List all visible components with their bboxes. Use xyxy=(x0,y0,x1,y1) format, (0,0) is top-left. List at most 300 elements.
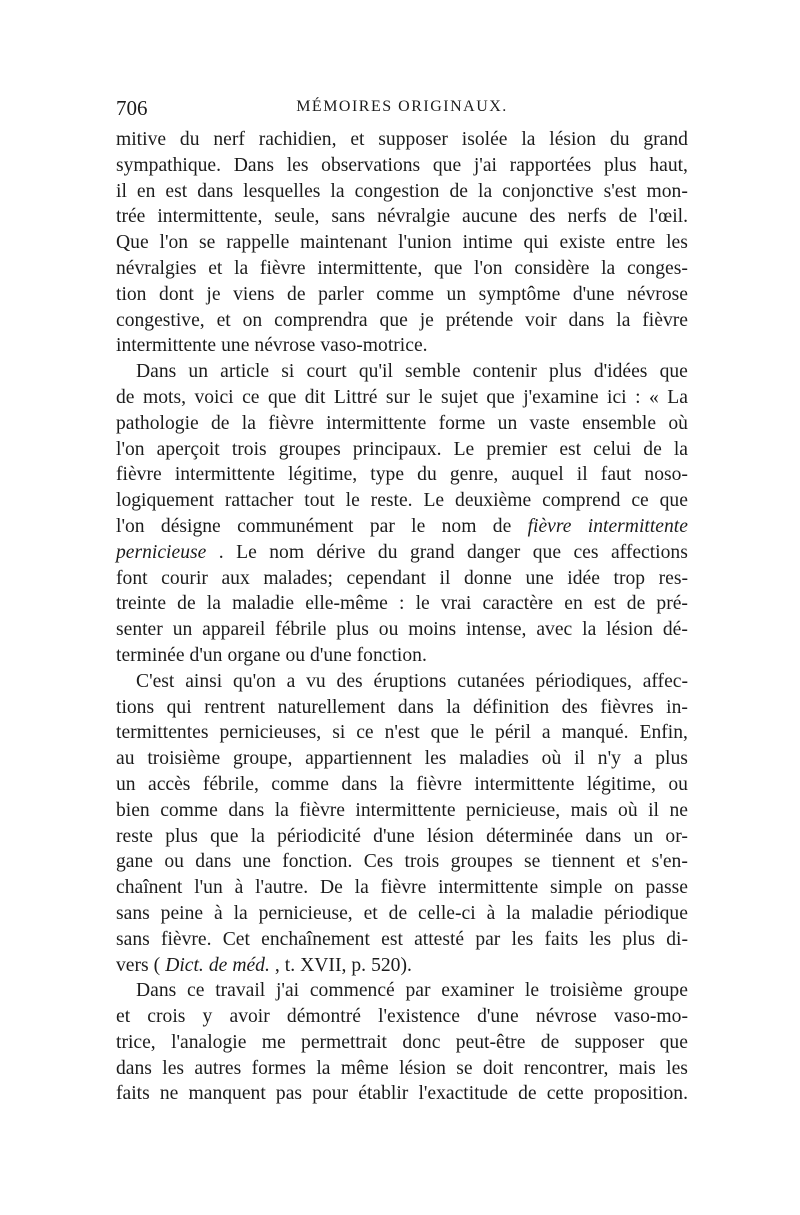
word: : xyxy=(635,386,641,408)
word: une xyxy=(242,851,271,873)
word: et xyxy=(626,851,641,873)
word: Dans xyxy=(136,980,177,1002)
word: ne xyxy=(669,799,688,821)
word: communément xyxy=(237,515,354,537)
word: à xyxy=(213,902,223,924)
word: Que xyxy=(116,232,149,254)
word: supposer xyxy=(574,1031,645,1053)
word: font xyxy=(116,567,148,589)
word: du xyxy=(179,129,200,150)
word: reste xyxy=(116,825,153,847)
word: enchaînement xyxy=(261,928,370,950)
word: j'ai xyxy=(473,154,497,176)
word: peine xyxy=(160,902,204,924)
text-line xyxy=(116,1081,688,1107)
word: d'une xyxy=(310,644,352,666)
word: tiennent xyxy=(551,851,615,873)
word: Le xyxy=(236,541,257,563)
word: Le xyxy=(423,490,445,512)
word: tion xyxy=(116,283,147,305)
text-line xyxy=(116,875,688,901)
word: mots, xyxy=(142,386,186,408)
word: organe xyxy=(227,644,281,666)
text-line xyxy=(116,437,688,463)
word: ensemble xyxy=(582,412,657,434)
word: de xyxy=(618,206,638,228)
word: groupes xyxy=(278,438,341,460)
word: nom xyxy=(441,515,477,537)
word: que xyxy=(432,154,462,176)
word: que xyxy=(532,541,562,563)
word: a xyxy=(541,722,551,744)
word: rattacher xyxy=(224,490,294,512)
word: groupes xyxy=(450,851,513,873)
text-line xyxy=(116,798,688,824)
word: qu'il xyxy=(358,361,393,383)
word: névrose xyxy=(535,1006,597,1028)
word: maintenant xyxy=(300,232,388,254)
text-line xyxy=(116,308,688,334)
word: pré- xyxy=(656,593,688,615)
word: vaste xyxy=(529,412,570,434)
text-line xyxy=(116,153,688,179)
word: plus xyxy=(165,825,198,847)
word: éruptions xyxy=(373,670,447,692)
word: accès xyxy=(148,773,191,795)
word: fièvre xyxy=(268,412,314,434)
word: dans xyxy=(195,851,232,873)
word: semble xyxy=(405,361,461,383)
word: d'idées xyxy=(593,361,648,383)
text-line xyxy=(116,669,688,695)
word: comme xyxy=(160,799,218,821)
word: l'existence xyxy=(378,1006,460,1028)
word: forme xyxy=(438,412,486,434)
word: l'autre. xyxy=(255,877,309,899)
word: que xyxy=(486,386,515,408)
word: mais xyxy=(618,1057,656,1079)
word: reste. xyxy=(370,490,413,512)
word: court xyxy=(306,361,347,383)
word: de xyxy=(287,283,306,305)
word: qui xyxy=(523,232,549,254)
word: la xyxy=(274,799,289,821)
word: se xyxy=(198,232,216,254)
word: lésion xyxy=(606,619,653,641)
word: le xyxy=(415,593,430,615)
word: intense, xyxy=(466,619,527,641)
word: par xyxy=(405,980,431,1002)
word: rachidien, xyxy=(258,129,337,150)
word: trois xyxy=(231,438,267,460)
word: intermittente xyxy=(587,515,688,537)
word: une xyxy=(221,335,250,357)
word: res- xyxy=(658,567,688,589)
word: vaso-motrice. xyxy=(320,335,428,357)
word: nom xyxy=(269,541,305,563)
word: ainsi xyxy=(185,670,223,692)
word: fièvre xyxy=(527,515,572,537)
word: in- xyxy=(666,696,688,718)
word: Cet xyxy=(222,928,250,950)
word: de xyxy=(626,593,646,615)
word: les xyxy=(286,154,309,176)
word: examiner xyxy=(441,980,515,1002)
word: rencontrer, xyxy=(523,1057,609,1079)
word: un xyxy=(172,619,193,641)
word: d'une xyxy=(572,283,615,305)
word: vers xyxy=(116,954,149,976)
word: haut, xyxy=(649,154,688,176)
word: faut xyxy=(600,464,632,486)
word: grand xyxy=(643,129,688,150)
word: comprend xyxy=(542,490,621,512)
word: est xyxy=(593,593,616,615)
word: intermittente xyxy=(438,877,539,899)
word: l'analogie xyxy=(171,1031,247,1053)
word: de xyxy=(518,1083,537,1105)
word: par xyxy=(369,515,395,537)
word: observations xyxy=(321,154,421,176)
word: vaso-mo- xyxy=(613,1006,688,1028)
word: dans xyxy=(228,799,265,821)
word: pas xyxy=(275,1083,303,1105)
word: si xyxy=(332,722,346,744)
word: fièvres xyxy=(600,696,654,718)
word: sur xyxy=(385,386,410,408)
word: que xyxy=(659,361,688,383)
word: se xyxy=(456,1057,473,1079)
word: rapportées xyxy=(509,154,592,176)
word: . xyxy=(218,541,224,563)
word: voici xyxy=(194,386,234,408)
word: sujet xyxy=(440,386,478,408)
word: je xyxy=(419,309,434,331)
word: l'on xyxy=(159,232,189,254)
word: névralgie xyxy=(377,206,451,228)
word: les xyxy=(162,1057,185,1079)
word: des xyxy=(336,670,363,692)
word: la xyxy=(250,825,265,847)
word: pour xyxy=(312,1083,349,1105)
word: aperçoit xyxy=(156,438,220,460)
text-line xyxy=(116,230,688,256)
word: elle-même xyxy=(305,593,388,615)
word: que xyxy=(434,257,463,279)
word: le xyxy=(411,515,426,537)
word: un xyxy=(116,773,136,795)
word: a xyxy=(286,670,296,692)
word: il xyxy=(439,567,451,589)
word: malades; xyxy=(263,567,333,589)
text-line xyxy=(116,127,688,153)
word: me xyxy=(261,1031,286,1053)
word: s'en- xyxy=(651,851,688,873)
word: comme xyxy=(271,773,329,795)
word: noso- xyxy=(644,464,688,486)
word: or- xyxy=(665,825,688,847)
word: s'est xyxy=(603,180,637,202)
word: l'on xyxy=(474,257,503,279)
word: celui xyxy=(593,438,632,460)
word: ce xyxy=(242,386,260,408)
word: de xyxy=(177,593,196,615)
word: genre, xyxy=(449,464,499,486)
word: auquel xyxy=(511,464,564,486)
word: moins xyxy=(408,619,457,641)
word: tions xyxy=(116,696,155,718)
word: manqué. xyxy=(561,722,629,744)
word: lésion xyxy=(427,825,474,847)
word: une xyxy=(525,567,554,589)
word: sans xyxy=(116,928,150,950)
word: pernicieuse, xyxy=(466,799,561,821)
word: symptôme xyxy=(478,283,561,305)
word: peut-être xyxy=(455,1031,526,1053)
word: je xyxy=(206,283,221,305)
word: trois xyxy=(404,851,440,873)
word: Dans xyxy=(233,154,274,176)
word: à xyxy=(234,877,244,899)
text-line xyxy=(116,179,688,205)
word: sympathique. xyxy=(116,154,222,176)
word: le xyxy=(469,722,485,744)
word: intermittente, xyxy=(157,206,263,228)
word: comprendra xyxy=(274,309,368,331)
word: ou xyxy=(378,619,399,641)
word: ou xyxy=(164,851,184,873)
word: légitime, xyxy=(288,464,358,486)
word: courir xyxy=(161,567,208,589)
word: bien xyxy=(116,799,150,821)
word: mon- xyxy=(646,180,688,202)
word: les xyxy=(589,928,612,950)
word: de xyxy=(643,438,662,460)
word: congestion xyxy=(354,180,440,202)
word: trop xyxy=(613,567,646,589)
word: plus xyxy=(336,619,369,641)
word: lésion xyxy=(549,129,597,150)
word: dérive xyxy=(316,541,366,563)
word: les xyxy=(511,928,534,950)
word: qui xyxy=(166,696,192,718)
word: définition xyxy=(472,696,550,718)
word: mitive xyxy=(116,129,167,150)
word: aucune xyxy=(461,206,518,228)
word: aux xyxy=(221,567,250,589)
word: se xyxy=(524,851,541,873)
word: Dans xyxy=(136,361,177,383)
word: seule, xyxy=(274,206,320,228)
word: ne xyxy=(159,1083,179,1105)
word: Littré xyxy=(333,386,378,408)
word: où xyxy=(541,748,562,770)
text-line xyxy=(116,591,688,617)
text-line xyxy=(116,204,688,230)
word: maladie xyxy=(531,902,594,924)
word: désigne xyxy=(160,515,221,537)
word: d'une xyxy=(373,825,415,847)
word: déterminée xyxy=(486,825,574,847)
word: plus xyxy=(603,154,637,176)
word: la xyxy=(233,902,248,924)
word: maladies xyxy=(459,748,529,770)
word: termittentes xyxy=(116,722,209,744)
word: névrose xyxy=(254,335,316,357)
word: fièvre xyxy=(380,877,427,899)
text-line xyxy=(116,1056,688,1082)
word: la xyxy=(354,877,369,899)
word: il xyxy=(576,464,588,486)
word: intermittente xyxy=(326,412,427,434)
word: que xyxy=(267,386,297,408)
text-line xyxy=(116,746,688,772)
word: faits xyxy=(116,1083,150,1105)
word: la xyxy=(601,257,616,279)
word: ces xyxy=(573,541,599,563)
text-line xyxy=(116,772,688,798)
text-line xyxy=(116,849,688,875)
word: la xyxy=(582,619,597,641)
word: dans xyxy=(197,180,234,202)
word: les xyxy=(424,748,447,770)
word: avoir xyxy=(229,1006,270,1028)
word: que xyxy=(430,722,459,744)
word: dé- xyxy=(662,619,688,641)
word: affections xyxy=(610,541,688,563)
text-line xyxy=(116,1004,688,1030)
word: celle-ci xyxy=(418,902,476,924)
word: démontré xyxy=(286,1006,361,1028)
word: 520). xyxy=(371,954,412,976)
word: dit xyxy=(304,386,326,408)
word: pernicieuse xyxy=(116,541,207,563)
word: nerfs xyxy=(567,206,607,228)
word: naturellement xyxy=(277,696,386,718)
word: qu'on xyxy=(233,670,276,692)
word: l'œil. xyxy=(649,206,688,228)
word: fonction. xyxy=(356,644,427,666)
word: avec xyxy=(536,619,573,641)
text-line xyxy=(116,953,688,979)
word: plus xyxy=(655,748,688,770)
text-line xyxy=(116,643,688,669)
word: périodiques, xyxy=(535,670,632,692)
word: cette xyxy=(546,1083,584,1105)
word: en xyxy=(564,593,583,615)
word: de xyxy=(540,1031,560,1053)
text-line xyxy=(116,617,688,643)
word: de xyxy=(208,954,228,976)
word: prétende xyxy=(445,309,514,331)
word: et xyxy=(216,309,231,331)
word: fièvre xyxy=(642,309,688,331)
word: même xyxy=(340,1057,389,1079)
word: n'est xyxy=(384,722,420,744)
word: l'un xyxy=(194,877,223,899)
text-line xyxy=(116,282,688,308)
word: par xyxy=(475,928,501,950)
word: les xyxy=(666,1057,688,1079)
text-line xyxy=(116,411,688,437)
word: pernicieuse, xyxy=(258,902,353,924)
word: grand xyxy=(409,541,455,563)
word: « xyxy=(648,386,659,408)
word: De xyxy=(319,877,343,899)
word: il xyxy=(574,748,585,770)
word: j'ai xyxy=(275,980,300,1002)
word: sans xyxy=(331,206,366,228)
text-line xyxy=(116,1030,688,1056)
page-number: 706 xyxy=(116,96,148,120)
word: est xyxy=(381,928,403,950)
word: et xyxy=(363,902,378,924)
word: travail xyxy=(215,980,266,1002)
word: pernicieuses, xyxy=(219,722,322,744)
word: lésion xyxy=(399,1057,446,1079)
word: cutanées xyxy=(457,670,525,692)
word: la xyxy=(206,593,221,615)
word: caractère xyxy=(482,593,554,615)
word: la xyxy=(673,438,688,460)
word: senter xyxy=(116,619,163,641)
word: deuxième xyxy=(455,490,532,512)
text-line xyxy=(116,385,688,411)
word: donne xyxy=(463,567,512,589)
word: un xyxy=(446,283,467,305)
word: la xyxy=(521,129,536,150)
word: congestive, xyxy=(116,309,205,331)
word: la xyxy=(446,696,461,718)
word: le xyxy=(418,386,433,408)
word: manquent xyxy=(188,1083,266,1105)
word: plus xyxy=(549,361,582,383)
word: si xyxy=(281,361,295,383)
word: existe xyxy=(559,232,606,254)
word: ici xyxy=(607,386,627,408)
word: n'y xyxy=(597,748,621,770)
word: l'on xyxy=(116,438,145,460)
word: péril xyxy=(495,722,531,744)
word: la xyxy=(316,1057,331,1079)
word: la xyxy=(389,773,404,795)
word: et xyxy=(116,1006,131,1028)
word: fièvre xyxy=(416,773,462,795)
word: C'est xyxy=(136,670,175,692)
word: considère xyxy=(514,257,590,279)
word: trice, xyxy=(116,1031,156,1053)
word: proposition. xyxy=(593,1083,688,1105)
word: il xyxy=(648,799,659,821)
word: : xyxy=(399,593,405,615)
word: doit xyxy=(482,1057,514,1079)
word: au xyxy=(116,748,135,770)
word: chaînent xyxy=(116,877,183,899)
word: de xyxy=(492,515,512,537)
word: du xyxy=(417,464,437,486)
word: appartiennent xyxy=(305,748,412,770)
word: la xyxy=(506,902,521,924)
word: la xyxy=(616,309,631,331)
word: périodique xyxy=(604,902,688,924)
word: de xyxy=(116,386,135,408)
word: groupe xyxy=(633,980,688,1002)
word: fièvre. xyxy=(160,928,212,950)
word: attesté xyxy=(414,928,465,950)
word: groupe, xyxy=(233,748,293,770)
word: idée xyxy=(567,567,600,589)
word: parler xyxy=(318,283,364,305)
